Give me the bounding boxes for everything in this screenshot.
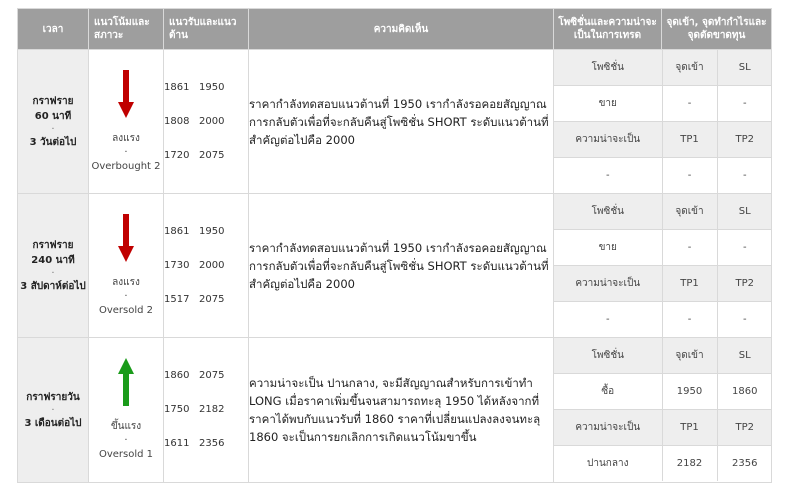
resistance-value: 2075 [199, 293, 225, 305]
support-value: 1860 [164, 370, 190, 381]
grid-cell-stop: - [717, 86, 772, 122]
trend-state: Oversold 1 [98, 449, 154, 460]
grid-cell-entry: TP1 [662, 122, 717, 158]
grid-cell-entry: - [662, 230, 717, 266]
trade-grid-cell [554, 50, 772, 194]
table-header-row [18, 9, 772, 50]
resistance-value: 2075 [199, 149, 225, 161]
grid-cell-position: ความน่าจะเป็น [554, 266, 662, 302]
timeframe-interval: 60 นาที [34, 110, 72, 122]
trend-cell [89, 194, 164, 338]
arrow-down-icon [118, 214, 134, 262]
trade-grid [554, 50, 772, 193]
sr-level-row [164, 427, 248, 461]
trend-label: ลงแรง [112, 132, 140, 144]
grid-cell-entry: - [662, 86, 717, 122]
grid-cell-position: - [605, 314, 610, 325]
trade-grid-row [554, 446, 772, 482]
grid-cell-stop: TP2 [717, 266, 772, 302]
grid-cell-entry: - [662, 158, 717, 194]
timeframe-horizon: 3 สัปดาห์ต่อไป [20, 280, 86, 292]
support-value: 1750 [164, 404, 190, 415]
trend-state: Oversold 2 [98, 304, 154, 316]
resistance-value: 2075 [199, 370, 225, 381]
sr-level-row [164, 359, 248, 393]
header-time: เวลา [18, 9, 89, 50]
sr-level-row [164, 393, 248, 427]
resistance-value: 1950 [199, 225, 225, 237]
grid-cell-stop: SL [717, 338, 772, 374]
timeframe-horizon: 3 วันต่อไป [29, 136, 77, 148]
trade-grid-row [554, 122, 772, 158]
grid-cell-stop: 1860 [717, 374, 772, 410]
trade-grid-row [554, 158, 772, 194]
table-row [18, 338, 772, 483]
trade-grid-cell [554, 338, 772, 483]
resistance-value: 2182 [199, 404, 225, 415]
trade-grid-row [554, 266, 772, 302]
header-position: โพซิชั่นและความน่าจะเป็นในการเทรด [554, 9, 662, 50]
trade-grid-cell [554, 194, 772, 338]
trend-cell [89, 338, 164, 483]
trade-grid-row [554, 374, 772, 410]
support-value: 1611 [164, 438, 190, 449]
trade-grid-row [554, 410, 772, 446]
sr-level-row [164, 139, 248, 173]
support-resistance-cell [164, 194, 249, 338]
trend-separator: · [124, 146, 128, 158]
arrow-up-icon [118, 358, 134, 406]
timeframe-title: กราฟรายวัน [26, 391, 80, 403]
trade-grid [554, 338, 772, 481]
timeframe-cell [18, 338, 89, 483]
support-value: 1730 [164, 259, 190, 271]
header-trend: แนวโน้มและสภาวะ [89, 9, 164, 50]
resistance-value: 2356 [199, 438, 225, 449]
timeframe-cell [18, 50, 89, 194]
grid-cell-stop: SL [717, 194, 772, 230]
support-value: 1517 [164, 293, 190, 305]
trade-grid [554, 194, 772, 337]
sr-level-row [164, 283, 248, 317]
timeframe-horizon: 3 เดือนต่อไป [24, 417, 82, 429]
trend-label: ลงแรง [112, 276, 140, 288]
grid-cell-stop: 2356 [717, 446, 772, 482]
arrow-down-icon [118, 70, 134, 118]
grid-cell-position: ความน่าจะเป็น [554, 410, 662, 446]
trade-grid-row [554, 230, 772, 266]
sr-level-row [164, 71, 248, 105]
grid-cell-stop: - [717, 230, 772, 266]
timeframe-title: กราฟราย [32, 95, 74, 107]
grid-cell-stop: SL [717, 50, 772, 86]
sr-level-row [164, 105, 248, 139]
grid-cell-position: ขาย [554, 86, 662, 122]
comment-text: ราคากำลังทดสอบแนวต้านที่ 1950 เรากำลังรอคอยสัญญาณการกลับตัวเพื่อที่จะกลับคืนสู่โพซิชั่น SHORT ระดับแนวต้านที่สำคัญต่อไปคือ 2000 [249, 50, 554, 194]
support-resistance-cell [164, 338, 249, 483]
header-comment: ความคิดเห็น [249, 9, 554, 50]
grid-cell-entry: จุดเข้า [662, 50, 717, 86]
trend-separator: · [124, 290, 128, 302]
grid-cell-position: ซื้อ [554, 374, 662, 410]
grid-cell-position: ความน่าจะเป็น [554, 122, 662, 158]
trend-cell [89, 50, 164, 194]
grid-cell-entry: จุดเข้า [662, 338, 717, 374]
timeframe-interval: 240 นาที [31, 254, 75, 266]
resistance-value: 2000 [199, 259, 225, 271]
trend-label: ขึ้นแรง [110, 421, 142, 432]
timeframe-separator: · [51, 123, 55, 135]
grid-cell-position: ขาย [554, 230, 662, 266]
forecast-table [17, 8, 772, 483]
trade-grid-row [554, 86, 772, 122]
table-row [18, 194, 772, 338]
timeframe-separator: · [51, 404, 55, 416]
grid-cell-stop: TP2 [717, 122, 772, 158]
grid-cell-entry: TP1 [662, 266, 717, 302]
trend-separator: · [124, 435, 128, 446]
comment-text: ความน่าจะเป็น ปานกลาง, จะมีสัญญาณสำหรับการเข้าทำ LONG เมื่อราคาเพิ่มขึ้นจนสามารถทะลุ 1950 ได้หลังจากที่ราคาได้พบกับแนวรับที่ 1860 ราคาที่เปลี่ยนแปลงลงจนทะลุ 1860 จะเป็นการยกเลิกการเกิดแนวโน้มขาขึ้น [249, 338, 554, 483]
support-value: 1861 [164, 225, 190, 237]
support-value: 1861 [164, 81, 190, 93]
grid-cell-entry: 1950 [662, 374, 717, 410]
grid-cell-position: โพซิชั่น [554, 50, 662, 86]
trade-grid-row [554, 302, 772, 338]
timeframe-title: กราฟราย [32, 239, 74, 251]
grid-cell-position: โพซิชั่น [554, 194, 662, 230]
timeframe-separator: · [51, 267, 55, 279]
grid-cell-position: - [605, 170, 610, 181]
grid-cell-stop: - [717, 158, 772, 194]
resistance-value: 2000 [199, 115, 225, 127]
trend-state: Overbought 2 [91, 160, 161, 172]
grid-cell-position: โพซิชั่น [554, 338, 662, 374]
trade-grid-row [554, 338, 772, 374]
sr-level-row [164, 249, 248, 283]
grid-cell-entry: 2182 [662, 446, 717, 482]
grid-cell-stop: - [717, 302, 772, 338]
resistance-value: 1950 [199, 81, 225, 93]
comment-text: ราคากำลังทดสอบแนวต้านที่ 1950 เรากำลังรอคอยสัญญาณการกลับตัวเพื่อที่จะกลับคืนสู่โพซิชั่น SHORT ระดับแนวต้านที่สำคัญต่อไปคือ 2000 [249, 194, 554, 338]
header-support-resistance: แนวรับและแนวต้าน [164, 9, 249, 50]
grid-cell-position: ปานกลาง [587, 458, 629, 469]
sr-level-row [164, 215, 248, 249]
grid-cell-entry: TP1 [662, 410, 717, 446]
support-value: 1808 [164, 115, 190, 127]
support-value: 1720 [164, 149, 190, 161]
grid-cell-entry: - [662, 302, 717, 338]
header-entry-tp-sl: จุดเข้า, จุดทำกำไรและจุดตัดขาดทุน [662, 9, 772, 50]
grid-cell-stop: TP2 [717, 410, 772, 446]
timeframe-cell [18, 194, 89, 338]
trade-grid-row [554, 194, 772, 230]
table-row [18, 50, 772, 194]
trade-grid-row [554, 50, 772, 86]
support-resistance-cell [164, 50, 249, 194]
grid-cell-entry: จุดเข้า [662, 194, 717, 230]
